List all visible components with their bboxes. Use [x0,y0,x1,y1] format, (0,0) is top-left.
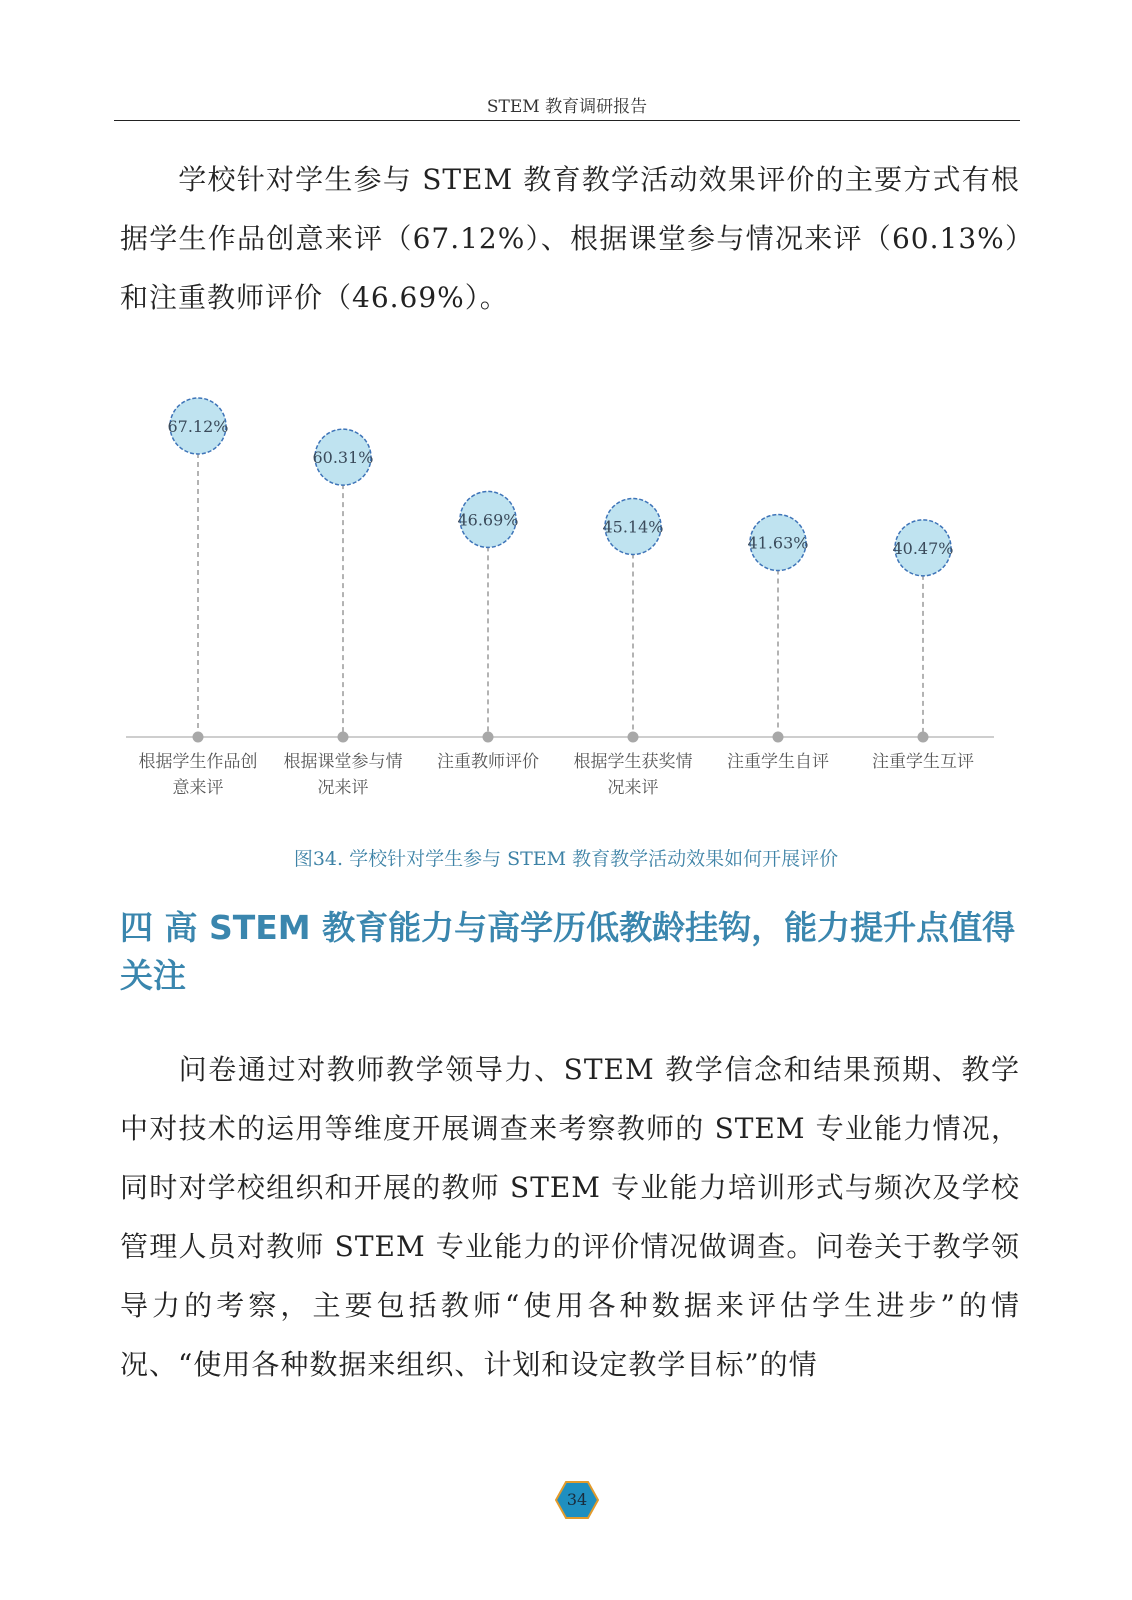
chart-svg [0,370,1132,870]
category-label: 根据学生获奖情 [573,752,693,772]
category-label: 注重学生自评 [727,752,829,772]
running-header: STEM 教育调研报告 [486,97,648,117]
data-label: 45.14% [602,517,664,537]
data-label: 40.47% [892,538,954,558]
header-rule [114,120,1020,121]
evaluation-methods-chart [0,370,1132,870]
figure-caption: 图34. 学校针对学生参与 STEM 教育教学活动效果如何开展评价 [293,848,839,870]
axis-marker [773,732,784,743]
axis-marker [338,732,349,743]
axis-marker [918,732,929,743]
data-label: 60.31% [312,448,374,468]
category-label: 根据学生作品创 [138,752,258,772]
category-label: 注重教师评价 [437,752,539,772]
page-number: 34 [566,1490,588,1509]
category-label: 注重学生互评 [872,752,974,772]
category-label: 根据课堂参与情 [283,752,403,772]
category-label: 况来评 [607,778,659,798]
category-label: 意来评 [172,778,224,798]
axis-marker [628,732,639,743]
body-paragraph-2 [120,1040,1020,1394]
data-label: 41.63% [747,533,809,553]
data-label: 46.69% [457,510,519,530]
category-label: 况来评 [317,778,369,798]
axis-marker [483,732,494,743]
paragraph-2-text: 问卷通过对教师教学领导力、STEM 教学信念和结果预期、教学中对技术的运用等维度开展调查来考察教师的 STEM 专业能力情况，同时对学校组织和开展的教师 STEM 专业能力培训形式与频次及学校管理人员对教师 STEM 专业能力的评价情况做调查。问卷关于教学领导力的考察，主要包括教师“使用各种数据来评估学生进步”的情况、“使用各种数据来组织、计划和设定教学目标”的情 [120,1053,1020,1381]
section-heading: 四 高 STEM 教育能力与高学历低教龄挂钩，能力提升点值得关注 [120,908,1016,995]
paragraph-1-text: 学校针对学生参与 STEM 教育教学活动效果评价的主要方式有根据学生作品创意来评（67.12%）、根据课堂参与情况来评（60.13%）和注重教师评价（46.69%）。 [120,163,1020,314]
body-paragraph-1 [120,150,1020,327]
data-label: 67.12% [167,417,229,436]
axis-marker [193,732,204,743]
